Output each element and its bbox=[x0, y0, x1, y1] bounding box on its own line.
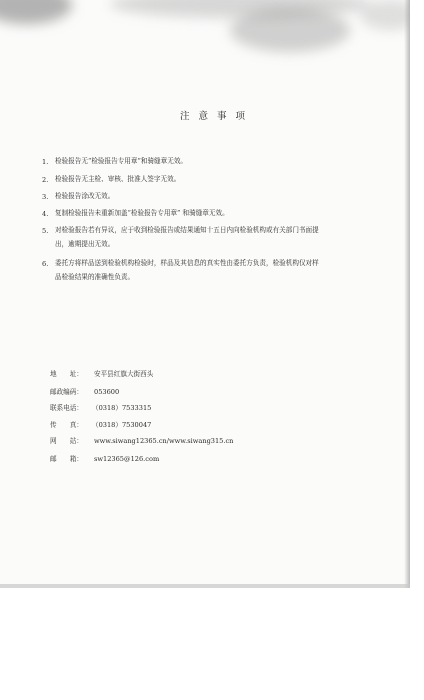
phone-label: 联系电话： bbox=[50, 404, 83, 412]
notice-text: 品检验结果的准确性负责。 bbox=[55, 273, 135, 281]
notice-number: 5. bbox=[42, 227, 49, 235]
scan-shadow bbox=[0, 0, 72, 24]
notice-text: 出，逾期提出无效。 bbox=[55, 240, 115, 248]
scan-shadow bbox=[360, 0, 410, 30]
phone-value: （0318）7533315 bbox=[92, 404, 152, 412]
notice-text: 检验报告无主检、审核、批准人签字无效。 bbox=[55, 175, 181, 183]
notice-text: 复制检验报告未重新加盖“检验报告专用章” 和骑缝章无效。 bbox=[55, 209, 229, 217]
address-value: 安平县红旗大街西头 bbox=[94, 370, 154, 378]
page-title: 注 意 事 项 bbox=[180, 111, 249, 122]
notice-text: 委托方将样品送到检验机构检验时，样品及其信息的真实性由委托方负责，检验机构仅对样 bbox=[55, 259, 319, 267]
website-label: 网 站： bbox=[50, 437, 83, 445]
notice-number: 6. bbox=[42, 260, 49, 268]
notice-number: 1. bbox=[42, 158, 49, 166]
notice-number: 3. bbox=[42, 193, 49, 201]
notice-text: 检验报告涂改无效。 bbox=[55, 192, 115, 200]
scan-edge bbox=[404, 0, 410, 588]
notice-text: 对检验报告若有异议，应于收到检验报告或结果通知十五日内向检验机构或有关部门书面提 bbox=[55, 226, 319, 234]
notice-number: 4. bbox=[42, 210, 49, 218]
notice-text: 检验报告无“检验报告专用章”和骑缝章无效。 bbox=[55, 157, 188, 165]
scan-shadow bbox=[230, 8, 350, 52]
fax-label: 传 真： bbox=[50, 421, 83, 429]
email-value: sw12365@126.com bbox=[94, 455, 160, 463]
email-label: 邮 箱： bbox=[50, 455, 83, 463]
website-value: www.siwang12365.cn/www.siwang315.cn bbox=[94, 437, 234, 445]
address-label: 地 址： bbox=[50, 370, 83, 378]
fax-value: （0318）7530047 bbox=[92, 421, 152, 429]
notice-number: 2. bbox=[42, 176, 49, 184]
postcode-label: 邮政编码： bbox=[50, 388, 83, 396]
postcode-value: 053600 bbox=[94, 388, 120, 396]
scan-edge bbox=[0, 584, 410, 588]
